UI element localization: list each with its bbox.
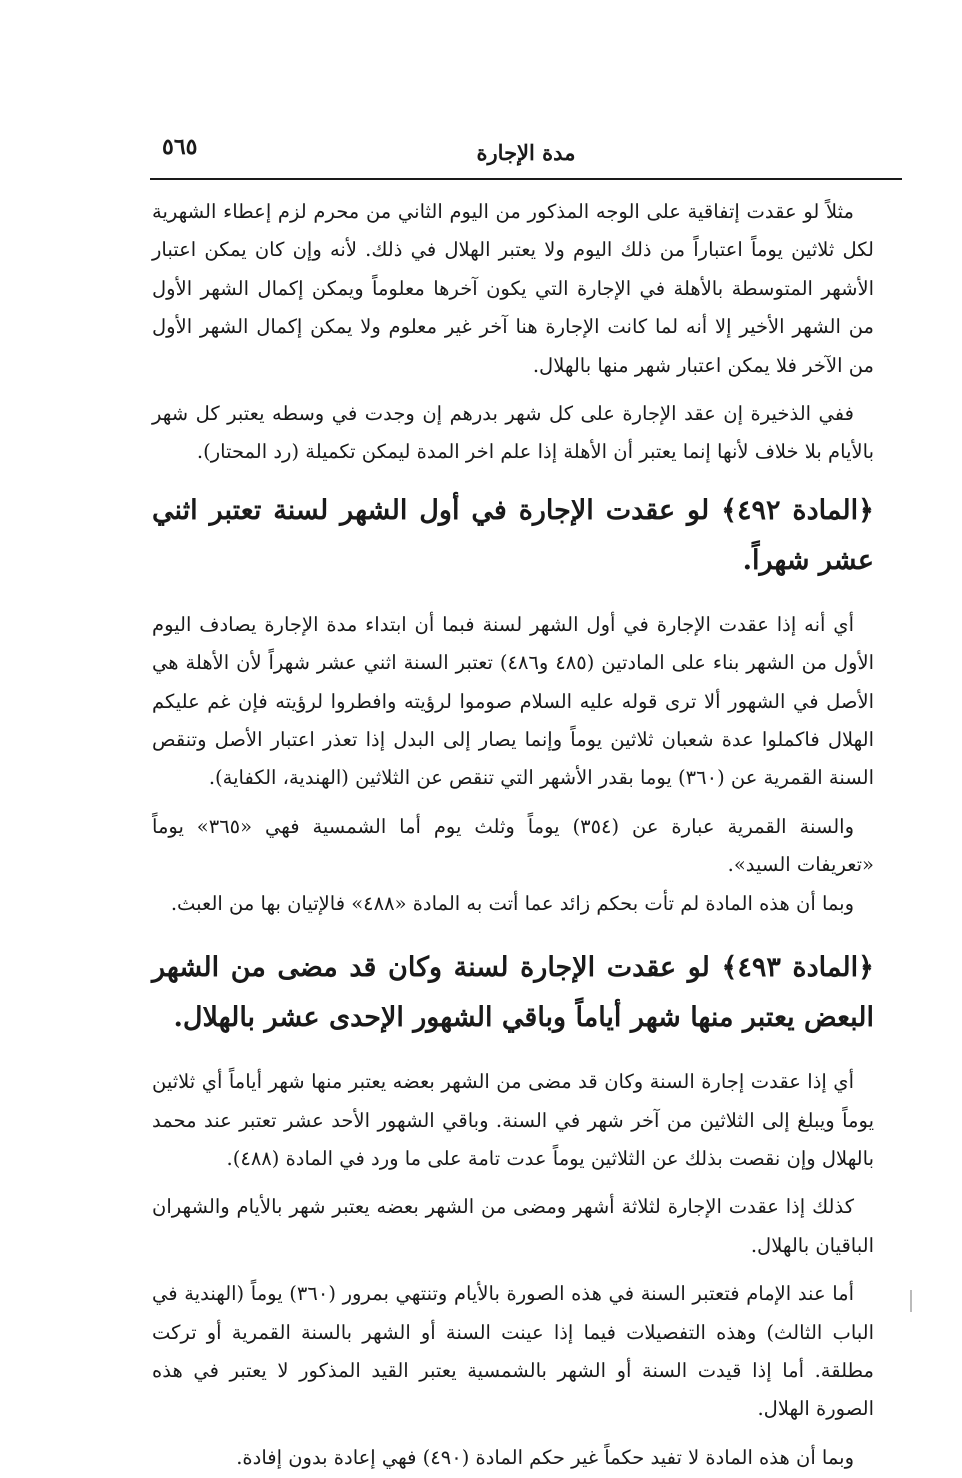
- page-number: ٥٦٥: [162, 134, 198, 160]
- page-body: [152, 193, 874, 1477]
- article-493: ﴿المادة ٤٩٣﴾ لو عقدت الإجارة لسنة وكان قد مضى من الشهر البعض يعتبر منها شهر أياماً وباقي الشهور الإحدى عشر بالهلال.: [152, 952, 874, 1034]
- paragraph-492-redundancy: وبما أن هذه المادة لم تأت بحكم زائد عما أتت به المادة «٤٨٨» فالإتيان بها من العبث.: [170, 891, 854, 915]
- paragraph-lunar-year: والسنة القمرية عبارة عن (٣٥٤) يوماً وثلث يوم أما الشمسية فهي «٣٦٥» يوماً «تعريفات السيد».: [152, 814, 874, 877]
- page-header: [150, 130, 902, 180]
- paragraph-example: مثلاً لو عقدت إتفاقية على الوجه المذكور من اليوم الثاني من محرم لزم إعطاء الشهرية لكل ثلاثين يوماً اعتباراً من ذلك اليوم ولا يعتبر الهلال في ذلك. لأنه وإن كان يمكن اعتبار الأشهر المتوسطة بالأهلة في الإجارة التي يكون آخرها معلوماً ويمكن إكمال الشهر الأول من الشهر الأخير إلا أنه لما كانت الإجارة هنا آخر غير معلوم ولا يمكن إكمال الشهر الأول من الآخر فلا يمكن اعتبار شهر منها بالهلال.: [152, 200, 874, 377]
- margin-mark: [910, 1290, 912, 1312]
- running-title: مدة الإجارة: [476, 140, 576, 165]
- paragraph-493-redundancy: وبما أن هذه المادة لا تفيد حكماً غير حكم المادة (٤٩٠) فهي إعادة بدون إفادة.: [236, 1445, 854, 1469]
- paragraph-493-explanation: أي إذا عقدت إجارة السنة وكان قد مضى من الشهر بعضه يعتبر منها شهر أياماً أي ثلاثين يوماً ويبلغ إلى الثلاثين من آخر شهر في السنة. وباقي الشهور الأحد عشر تعتبر عند محمد بالهلال وإن نقصت بذلك عن الثلاثين يوماً عدت تامة على ما ورد في المادة (٤٨٨).: [152, 1070, 874, 1170]
- paragraph-imam-opinion: أما عند الإمام فتعتبر السنة في هذه الصورة بالأيام وتنتهي بمرور (٣٦٠) يوماً (الهندية في الباب الثالث) وهذه التفصيلات فيما إذا عينت السنة أو الشهر بالسنة القمرية أو تركت مطلقة. أما إذا قيدت السنة أو الشهر بالشمسية يعتبر القيد المذكور لا يعتبر في هذه الصورة الهلال.: [152, 1282, 874, 1421]
- paragraph-three-months: كذلك إذا عقدت الإجارة لثلاثة أشهر ومضى من الشهر بعضه يعتبر شهر بالأيام والشهران الباقيان بالهلال.: [152, 1195, 874, 1257]
- paragraph-dhakhira: ففي الذخيرة إن عقد الإجارة على كل شهر بدرهم إن وجدت في وسطه يعتبر كل شهر بالأيام بلا خلاف لأنها إنما يعتبر أن الأهلة إذا علم اخر المدة ليمكن تكميلة (رد المحتار).: [152, 402, 874, 464]
- article-492: ﴿المادة ٤٩٢﴾ لو عقدت الإجارة في أول الشهر لسنة تعتبر اثني عشر شهراً.: [152, 494, 874, 576]
- paragraph-492-explanation: أي أنه إذا عقدت الإجارة في أول الشهر لسنة فبما أن ابتداء مدة الإجارة يصادف اليوم الأول من الشهر بناء على المادتين (٤٨٥ و٤٨٦) تعتبر السنة اثني عشر شهراً لأن الأهلة هي الأصل في الشهور ألا ترى قوله عليه السلام صوموا لرؤيته وافطروا لرؤيته فإن غم عليكم الهلال فاكملوا عدة شعبان ثلاثين يوماً وإنما يصار إلى البدل إذا تعذر اعتبار الأصل وتنقص السنة القمرية عن (٣٦٠) يوما بقدر الأشهر التي تنقص عن الثلاثين (الهندية، الكفاية).: [152, 612, 874, 790]
